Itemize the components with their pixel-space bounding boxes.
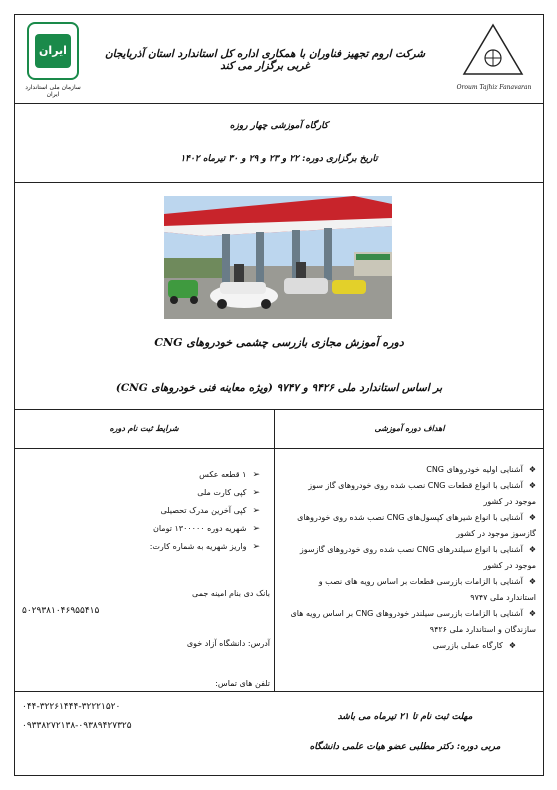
card-number: ۵۰۲۹۳۸۱۰۴۶۹۵۵۴۱۵: [22, 606, 100, 616]
standard-logo-mark: ایران: [35, 34, 71, 68]
requirement-item: ➢ کپی کارت ملی: [100, 484, 260, 502]
phone-numbers-2: ۰۹۳۳۸۲۷۲۱۳۸-۰۹۳۸۹۴۲۷۳۲۵: [22, 721, 132, 731]
requirements-header: شرایط ثبت نام دوره: [109, 423, 179, 433]
goal-item: ❖ آشنایی اولیه خودروهای CNG: [290, 462, 536, 478]
table-divider: [274, 409, 275, 692]
goal-item: ❖ آشنایی با انواع شیرهای کپسول‌های CNG نصب شده روی خودروهای گازسوز موجود در کشور: [290, 510, 536, 542]
company-logo-caption: Oroum Tajhiz Fanavaran: [456, 84, 532, 91]
standard-logo: [27, 22, 79, 80]
workshop-title: کارگاه آموزشی چهار روزه: [229, 121, 329, 131]
goal-item: ❖ کارگاه عملی بازرسی: [290, 638, 536, 654]
course-title: دوره آموزش مجازی بازرسی چشمی خودروهای CNG: [154, 336, 404, 349]
course-subtitle: بر اساس استاندارد ملی ۹۴۲۶ و ۹۷۴۷ (ویژه معاینه فنی خودروهای CNG): [115, 382, 443, 394]
goal-item: ❖ آشنایی با الزامات بازرسی سیلندر خودروهای CNG بر اساس رویه های سازندگان و استاندارد ملی ۹۴۲۶: [290, 606, 536, 638]
requirement-item: ➢ ۱ قطعه عکس: [100, 466, 260, 484]
bank-name: بانک دی بنام امینه جمی: [192, 589, 270, 598]
requirements-list: [100, 466, 260, 556]
goal-item: ❖ آشنایی با الزامات بازرسی قطعات بر اساس رویه های نصب و استاندارد ملی ۹۷۴۷: [290, 574, 536, 606]
phone-label: تلفن های تماس:: [215, 679, 270, 688]
goal-item: ❖ آشنایی با انواع سیلندرهای CNG نصب شده روی خودروهای گازسوز موجود در کشور: [290, 542, 536, 574]
workshop-dates: تاریخ برگزاری دوره: ۲۲ و ۲۳ و ۲۹ و ۳۰ تیرماه ۱۴۰۲: [180, 154, 378, 164]
goals-list: [290, 462, 536, 654]
company-logo: [458, 22, 528, 82]
gas-station-photo: [164, 196, 392, 319]
phone-numbers-1: ۰۴۴-۳۲۲۶۱۴۴۴-۳۲۲۲۱۵۲۰: [22, 702, 121, 712]
company-title: شرکت اروم تجهیز فناوران با همکاری اداره کل استاندارد استان آذربایجان غربی برگزار می کند: [104, 48, 426, 72]
standard-logo-caption: سازمان ملی استاندارد ایران: [25, 84, 81, 98]
requirement-item: ➢ واریز شهریه به شماره کارت:: [100, 538, 260, 556]
goal-item: ❖ آشنایی با انواع قطعات CNG نصب شده روی خودروهای گاز سوز موجود در کشور: [290, 478, 536, 510]
address: آدرس: دانشگاه آزاد خوی: [186, 639, 270, 648]
requirement-item: ➢ کپی آخرین مدرک تحصیلی: [100, 502, 260, 520]
goals-header: اهداف دوره آموزشی: [374, 423, 445, 433]
requirement-item: ➢ شهریه دوره ۱۳۰۰۰۰۰ تومان: [100, 520, 260, 538]
instructor: مربی دوره: دکتر مطلبی عضو هیات علمی دانشگاه: [309, 742, 501, 752]
registration-deadline: مهلت ثبت نام تا ۲۱ تیرماه می باشد: [337, 712, 473, 722]
workshop-section: [14, 103, 544, 183]
